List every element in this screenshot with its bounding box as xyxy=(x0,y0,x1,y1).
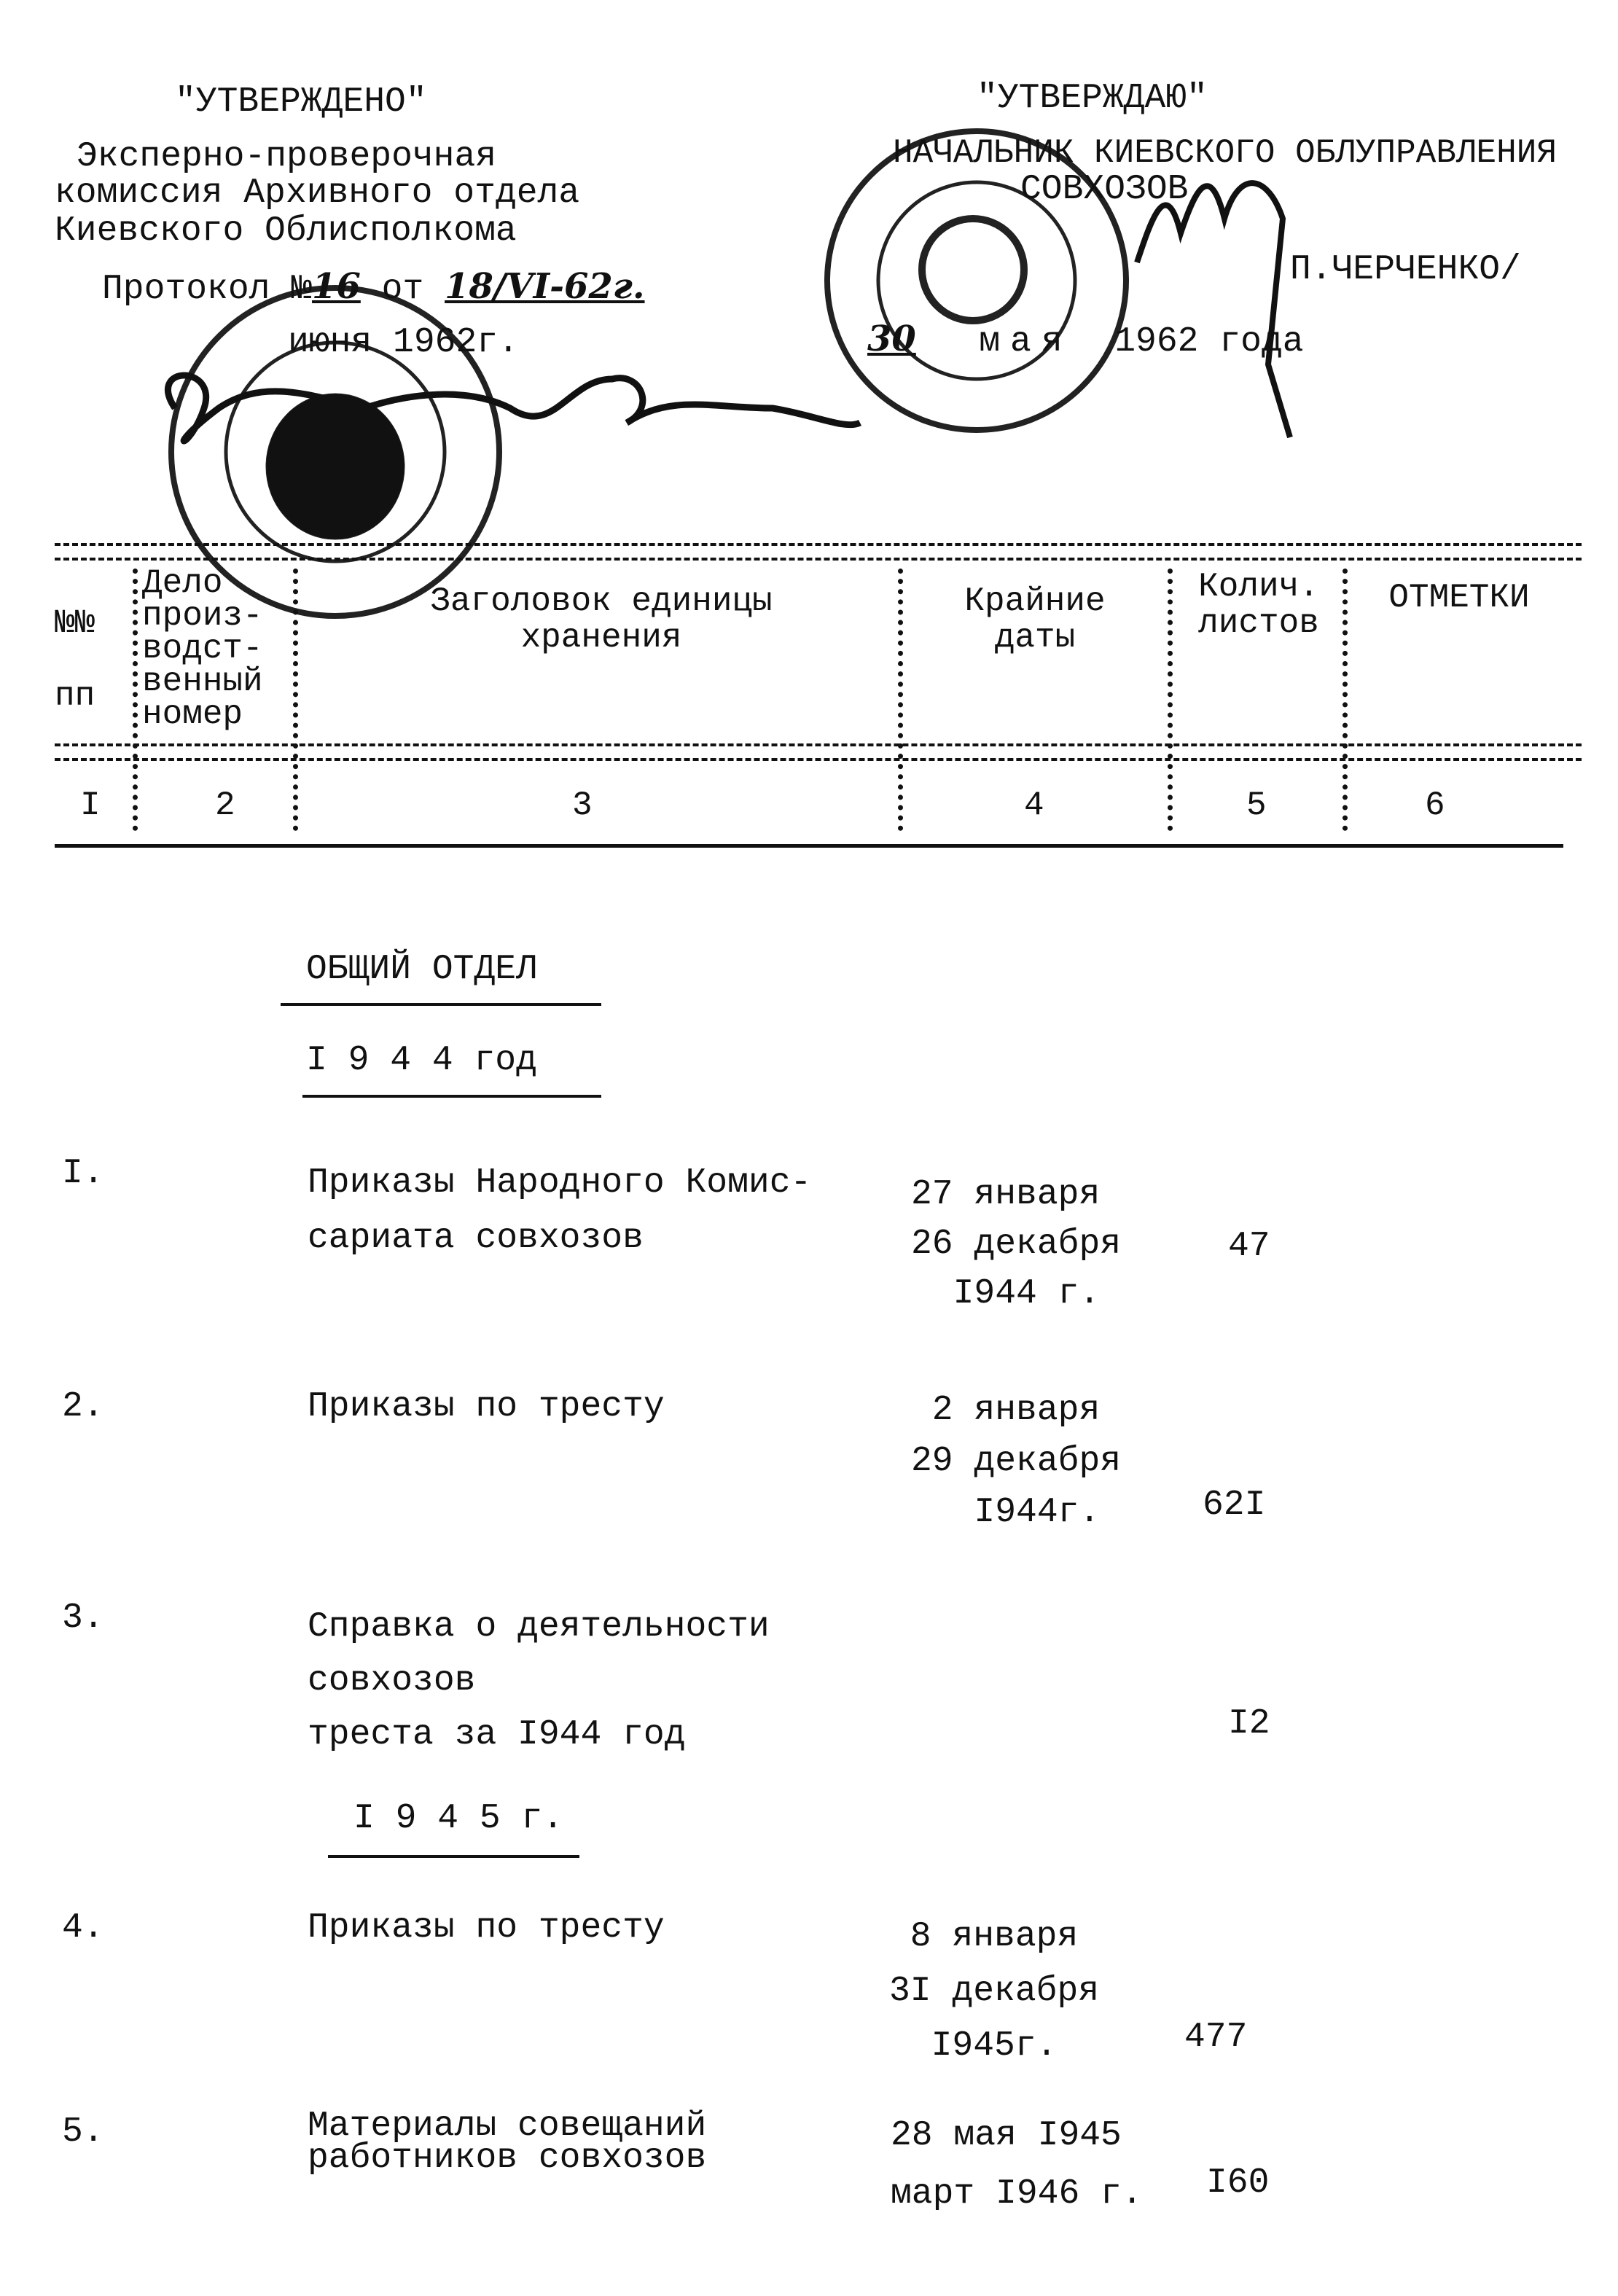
header-number-rule xyxy=(55,844,1563,848)
item-number: I. xyxy=(62,1154,104,1193)
column-divider xyxy=(133,569,138,831)
item-sheets: 477 xyxy=(1184,2018,1248,2057)
col-num-3: 3 xyxy=(572,786,593,824)
protocol-line xyxy=(102,268,645,308)
approve-day: 30 xyxy=(867,319,916,359)
col-header-sheets: Колич. листов xyxy=(1198,568,1319,642)
head-name: П.ЧЕРЧЕНКО/ xyxy=(1290,250,1521,289)
item-dates: 28 мая I945 март I946 г. xyxy=(891,2116,1143,2214)
item-sheets: I2 xyxy=(1228,1704,1270,1744)
col-num-5: 5 xyxy=(1246,786,1267,824)
column-divider xyxy=(293,569,298,831)
item-title: Приказы по тресту xyxy=(308,1387,665,1426)
col-header-dates: Крайние даты xyxy=(964,582,1106,657)
col-num-6: 6 xyxy=(1425,786,1445,824)
header-top-rule xyxy=(55,543,1582,561)
item-number: 5. xyxy=(62,2112,104,2152)
col-header-title: Заголовок единицы хранения xyxy=(430,582,773,657)
protocol-from: от xyxy=(381,270,424,309)
column-divider xyxy=(1343,569,1348,831)
left-signature xyxy=(168,375,860,441)
item-number: 2. xyxy=(62,1387,104,1426)
protocol-date: 18/VI-62г. xyxy=(445,266,645,307)
protocol-number: 16 xyxy=(312,266,361,307)
item-number: 3. xyxy=(62,1598,104,1638)
right-signature xyxy=(1137,183,1290,437)
col-num-1: I xyxy=(80,786,101,824)
column-divider xyxy=(1168,569,1173,831)
item-number: 4. xyxy=(62,1908,104,1948)
section-title-underline xyxy=(281,1003,601,1006)
item-sheets: 62I xyxy=(1203,1485,1266,1525)
approve-month: мая xyxy=(979,322,1073,362)
year-1944-underline xyxy=(302,1095,601,1098)
head-title-line-1: НАЧАЛЬНИК КИЕВСКОГО ОБЛУПРАВЛЕНИЯ xyxy=(893,134,1557,172)
item-dates: 2 января 29 декабря I944г. xyxy=(911,1391,1122,1532)
col-num-4: 4 xyxy=(1024,786,1044,824)
protocol-label: Протокол № xyxy=(102,270,313,309)
item-dates: 27 января 26 декабря I944 г. xyxy=(911,1175,1122,1313)
col-header-case-number: Дело произ- водст- венный номер xyxy=(142,564,263,733)
year-1945-underline xyxy=(328,1855,579,1858)
item-dates: 8 января 3I декабря I945г. xyxy=(889,1917,1100,2066)
year-1944-heading: I 9 4 4 год xyxy=(306,1041,537,1080)
commission-line-1: Эксперно-проверочная xyxy=(77,137,497,176)
approve-year: 1962 года xyxy=(1114,322,1304,362)
commission-line-3: Киевского Облисполкома xyxy=(55,211,517,251)
item-title: Приказы по тресту xyxy=(308,1908,665,1948)
approve-heading: "УТВЕРЖДАЮ" xyxy=(977,79,1208,118)
col-header-notes: ОТМЕТКИ xyxy=(1388,579,1530,617)
item-title: Материалы совещаний работников совхозов xyxy=(308,2106,707,2178)
item-sheets: 47 xyxy=(1228,1227,1270,1266)
col-num-2: 2 xyxy=(215,786,235,824)
approved-heading: "УТВЕРЖДЕНО" xyxy=(175,82,427,122)
column-divider xyxy=(898,569,903,831)
item-sheets: I60 xyxy=(1206,2163,1270,2203)
year-1945-heading: I 9 4 5 г. xyxy=(353,1799,564,1838)
section-title: ОБЩИЙ ОТДЕЛ xyxy=(306,950,537,989)
col-header-number: №№ пп xyxy=(55,604,95,715)
item-title: Справка о деятельности совхозов треста за I944 год xyxy=(308,1607,770,1754)
header-bottom-rule xyxy=(55,743,1582,761)
item-title: Приказы Народного Комис- сариата совхозов xyxy=(308,1163,812,1258)
protocol-month-line: июня 1962г. xyxy=(288,323,519,362)
commission-line-2: комиссия Архивного отдела xyxy=(55,173,580,213)
head-title-line-2: СОВХОЗОВ xyxy=(1020,170,1189,209)
approve-date xyxy=(867,321,1304,360)
